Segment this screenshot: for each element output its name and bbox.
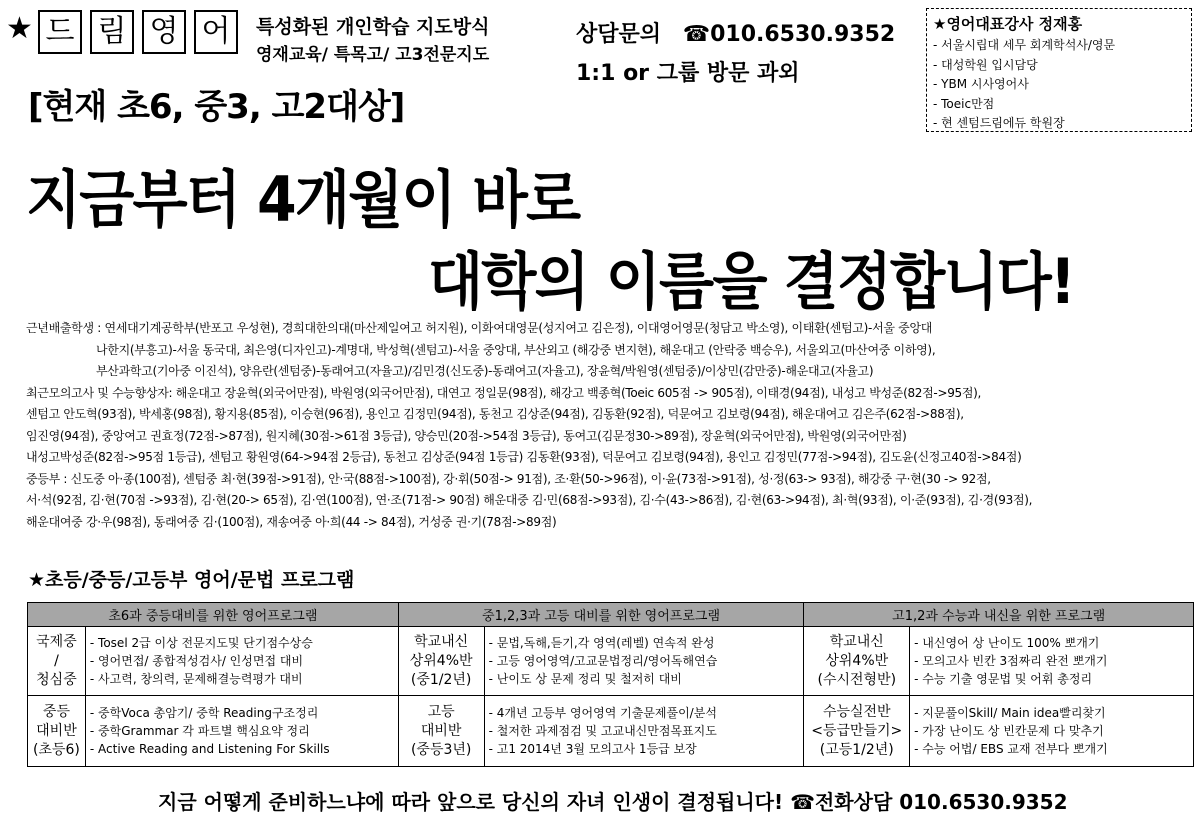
- program-item: - 수능 어법/ EBS 교재 전부다 뽀개기: [914, 742, 1108, 756]
- program-item: - Tosel 2급 이상 전문지도및 단기점수상승: [89, 636, 313, 650]
- contact-phone: ☎010.6530.9352: [682, 22, 896, 47]
- program-items: [484, 696, 804, 767]
- level-text: (중등3년): [410, 741, 472, 758]
- program-level: [398, 627, 484, 696]
- level-text: 상위4%반: [825, 652, 889, 669]
- program-item: - 4개년 고등부 영어영역 기출문제풀이/분석: [488, 706, 717, 720]
- program-items: [910, 627, 1194, 696]
- result-line: 부산과학고(기아중 이진석), 양유란(센텀중)-동래여고(자율고)/김민경(신도중)-동래여고(자율고), 장윤혁/박원영(센텀중)/이상민(감만중)-해운대고(자율고): [96, 364, 874, 378]
- level-text: /: [54, 652, 59, 669]
- program-item: - 사고력, 창의력, 문제해결능력평가 대비: [89, 672, 303, 686]
- contact-line: [576, 17, 895, 48]
- logo-char-4: 어: [194, 10, 238, 54]
- program-item: - 모의고사 빈칸 3점짜리 완전 뽀개기: [914, 654, 1108, 668]
- program-row: [28, 696, 1194, 767]
- teacher-credential: - YBM 시사영어사: [933, 77, 1029, 91]
- result-line: 중등부 : 신도중 아·종(100점), 센텀중 최·현(39점->91점), 안·국(88점->100점), 강·휘(50점-> 91점), 조·환(50->96점), 이·윤(73점->91점), 성·정(63-> 93점), 해강중 구·현(30 -> 92점,: [26, 471, 991, 486]
- program-column-header: 고1,2과 수능과 내신을 위한 프로그램: [804, 603, 1194, 627]
- program-header-row: [28, 603, 1194, 627]
- program-item: - 고1 2014년 3월 모의고사 1등급 보장: [488, 742, 697, 756]
- result-line: 최근모의고사 및 수능향상자: 해운대고 장윤혁(외국어만점), 박원영(외국어만점), 대연고 정일문(98점), 해강고 백종혁(Toeic 605점 -> 905점), 이태경(94점), 내성고 박성준(82점->95점),: [26, 385, 982, 400]
- program-item: - 난이도 상 문제 정리 및 철저히 대비: [488, 672, 682, 686]
- program-items: [910, 696, 1194, 767]
- level-text: 청심중: [36, 671, 77, 688]
- program-item: - 중학Grammar 각 파트별 핵심요약 정리: [89, 724, 310, 738]
- program-level: [28, 696, 86, 767]
- teacher-credential: - 서울시립대 세무 회계학석사/영문: [933, 38, 1116, 52]
- program-item: - 고등 영어영역/고교문법정리/영어독해연습: [488, 654, 718, 668]
- footer-callout: 지금 어떻게 준비하느냐에 따라 앞으로 당신의 자녀 인생이 결정됩니다! ☎전화상담 010.6530.9352: [158, 790, 1068, 814]
- result-line: 해운대여중 강·우(98점), 동래여중 김·(100점), 재송여중 아·희(44 -> 84점), 거성중 권·기(78점->89점): [26, 514, 557, 529]
- program-items: [85, 696, 398, 767]
- program-items: [484, 627, 804, 696]
- level-text: 학교내신: [829, 633, 884, 650]
- contact-label: 상담문의: [576, 22, 662, 47]
- teacher-profile-box: [926, 8, 1192, 132]
- level-text: 대비반: [420, 722, 462, 739]
- program-table: [27, 602, 1194, 767]
- teacher-credential: - 대성학원 입시담당: [933, 57, 1038, 72]
- student-results: [26, 318, 1194, 533]
- program-column-header: 초6과 중등대비를 위한 영어프로그램: [28, 603, 399, 627]
- level-text: (수시전형반): [817, 671, 897, 688]
- teacher-title: ★영어대표강사 정재홍: [933, 15, 1083, 33]
- level-text: 상위4%반: [409, 652, 473, 669]
- program-title: ★초등/중등/고등부 영어/문법 프로그램: [28, 569, 355, 591]
- logo-star: ★: [6, 11, 33, 46]
- program-item: - 중학Voca 총암기/ 중학 Reading구조정리: [89, 706, 319, 720]
- tagline-primary: 특성화된 개인학습 지도방식: [256, 16, 490, 38]
- program-item: - 수능 기출 영문법 및 어휘 총정리: [914, 672, 1093, 686]
- program-row: [28, 627, 1194, 696]
- program-column-header: 중1,2,3과 고등 대비를 위한 영어프로그램: [398, 603, 804, 627]
- level-text: <등급만들기>: [811, 722, 903, 739]
- result-line: 내성고박성준(82점->95점 1등급), 센텀고 황원영(64->94점 2등급), 동천고 김상준(94점 1등급) 김동환(93점), 덕문여고 김보령(94점), 용인고 김정민(77점->94점), 김도윤(신정고40점->84점): [26, 450, 1022, 464]
- level-text: 대비반: [36, 722, 77, 739]
- program-item: - 지문풀이Skill/ Main idea빨리찾기: [914, 706, 1106, 720]
- level-text: 고등: [427, 703, 455, 720]
- program-level: [28, 627, 86, 696]
- headline-line-1: 지금부터 4개월이 바로: [26, 163, 580, 236]
- program-items: [85, 627, 398, 696]
- program-item: - 내신영어 상 난이도 100% 뽀개기: [914, 636, 1100, 650]
- logo-char-1: 드: [38, 10, 82, 54]
- program-item: - 영어면접/ 종합적성검사/ 인성면접 대비: [89, 654, 304, 668]
- level-text: 국제중: [36, 633, 77, 650]
- program-level: [398, 696, 484, 767]
- program-level: [804, 696, 910, 767]
- teacher-credentials: [933, 36, 1185, 134]
- contact-sub: 1:1 or 그룹 방문 과외: [576, 61, 800, 86]
- level-text: 학교내신: [414, 633, 469, 650]
- teacher-credential: - Toeic만점: [933, 96, 995, 111]
- program-item: - 가장 난이도 상 빈칸문제 다 맞추기: [914, 724, 1104, 738]
- level-text: (초등6): [33, 741, 80, 758]
- result-line: 임진영(94점), 중앙여고 권효정(72점->87점), 원지혜(30점->61점 3등급), 양승민(20점->54점 3등급), 동여고(김문정30->89점), 장윤혁(외국어만점), 박원영(외국어만점): [26, 428, 907, 443]
- level-text: (중1/2년): [410, 671, 472, 688]
- result-line: 근년배출학생 : 연세대기계공학부(반포고 우성현), 경희대한의대(마산제일여고 허지원), 이화여대영문(성지여고 김은정), 이대영어영문(청담고 박소영), 이태환(센텀고)-서울 중앙대: [26, 321, 933, 335]
- headline-line-2: 대학의 이름을 결정합니다!: [428, 245, 1075, 318]
- logo-char-3: 영: [142, 10, 186, 54]
- program-item: - Active Reading and Listening For Skills: [89, 742, 330, 756]
- tagline-secondary: 영재교육/ 특목고/ 고3전문지도: [256, 45, 490, 65]
- program-item: - 문법,독해,듣기,각 영역(레벨) 연속적 완성: [488, 636, 715, 650]
- result-line: 서·석(92점, 김·현(70점 ->93점), 김·현(20-> 65점), 김·연(100점), 연·조(71점-> 90점) 해운대중 김·민(68점->93점), 김·수(43->86점), 김·현(63->94점), 최·혁(93점), 이·준(93점), 김·경(93점),: [26, 493, 1033, 507]
- program-level: [804, 627, 910, 696]
- level-text: 수능실전반: [822, 703, 891, 720]
- logo-char-2: 림: [90, 10, 134, 54]
- program-item: - 철저한 과제점검 및 고교내신만점목표지도: [488, 724, 717, 738]
- target-students: [현재 초6, 중3, 고2대상]: [28, 87, 405, 127]
- teacher-credential: - 현 센텀드림에듀 학원장: [933, 116, 1065, 130]
- result-line: 센텀고 안도혁(93점), 박세홍(98점), 황지용(85점), 이승현(96점), 용인고 김정민(94점), 동천고 김상준(94점), 김동환(92점), 덕문여고 김보령(94점), 해운대여고 김은주(62점->88점),: [26, 407, 964, 421]
- result-line: 나한지(부흥고)-서울 동국대, 최은영(디자인고)-계명대, 박성혁(센텀고)-서울 중앙대, 부산외고 (해강중 변지현), 해운대고 (안락중 백승우), 서울외고(마산여중 이하영),: [96, 342, 936, 357]
- level-text: (고등1/2년): [819, 741, 894, 758]
- level-text: 중등: [42, 703, 70, 720]
